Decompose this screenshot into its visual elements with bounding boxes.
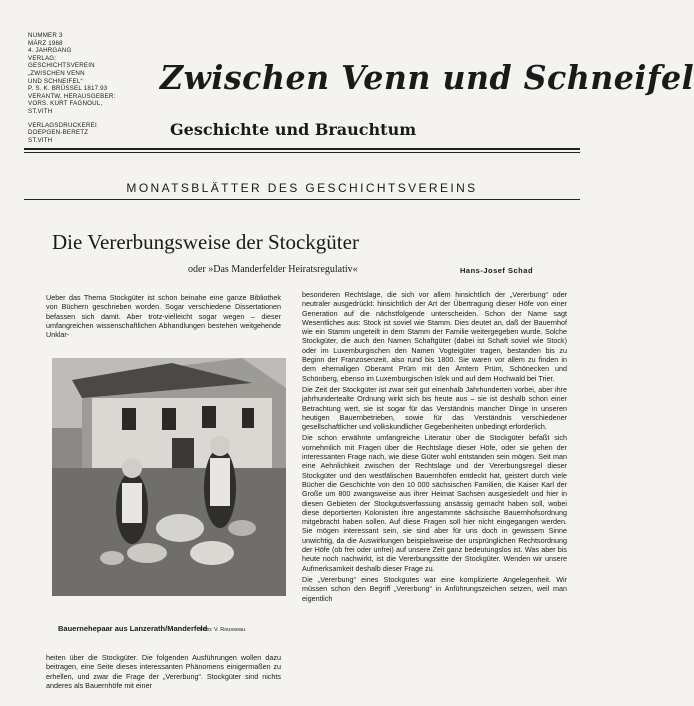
photo-credit: Foto: V. Rousseau (200, 627, 246, 633)
issue-line: UND SCHNEIFEL“ (28, 77, 83, 85)
issue-line: VERANTW. HERAUSGEBER: (28, 92, 116, 100)
masthead-title: Zwischen Venn und Schneifel (160, 58, 694, 97)
article-author: Hans-Josef Schad (460, 266, 534, 275)
printer-line: VERLAGSDRUCKEREI (28, 121, 97, 129)
issue-line: MÄRZ 1968 (28, 39, 63, 47)
masthead-tagline: MONATSBLÄTTER DES GESCHICHTSVEREINS (126, 181, 478, 195)
divider (24, 199, 580, 200)
printer-line: DOEPGEN-BERETZ (28, 129, 89, 137)
article-column-right (302, 290, 567, 605)
divider (24, 152, 580, 153)
issue-line: P. S. K. BRÜSSEL 1817.93 (28, 85, 108, 93)
printer-line: ST.VITH (28, 136, 53, 144)
issue-line: 4. JAHRGANG (28, 47, 72, 55)
issue-info (28, 32, 148, 144)
article-subhead: oder »Das Manderfelder Heiratsregulativ« (188, 264, 358, 275)
photo (52, 358, 286, 596)
article-column-left-bottom (46, 653, 281, 692)
paragraph: Die schon erwähnte umfangreiche Literatur über die Stockgüter befaßt sich vornehmlich mit Fragen über die Rechtslage dieser Höfe, oder sie gehen der interessanten Frage nach, wie diese Güter wohl entstanden sein mögen. Seit man eine Aehnlichkeit zwischen der Rechtslage und der Vererbungsregel dieser Stockgüter und den westfälischen Bauernhöfen entdeckt hat, geistert durch viele Bücher die Geschichte von den 10 000 sächsischen Familien, die Kaiser Karl der Große um 800 zwangsweise aus ihrer Heimat Sachsen ausgesiedelt und hier in diesen Gebieten der Stockgutsverfassung ansässig gemacht haben soll, wobei diese deportierten Kolonisten ihre angestammte sächsische Bauernhofsordnung mitgebracht haben sollen. Auf diese Fragen soll hier nicht eingegangen werden. Sie mögen interessant sein, sie sind aber für uns doch in gewissem Sinne unwichtig, da die Auswirkungen beispielsweise der ursprünglichen Rechtsordnung der Höfe (ob frei oder unfrei) auf unsere Zeit ganz bedeutungslos ist. Was aber bis heute noch nachwirkt, ist die Vererbungssitte der Stockgüter. Wenden wir unsere Aufmerksamkeit deshalb dieser Frage zu. (302, 433, 567, 573)
issue-line: VERLAG: (28, 54, 57, 62)
article-column-left-top (46, 293, 281, 341)
divider (24, 148, 580, 150)
paragraph: Ueber das Thema Stockgüter ist schon beinahe eine ganze Bibliothek von Büchern geschrieben worden. Sogar verschiedene Dissertationen befassen sich damit. Aber trotz-vielleicht sogar wegen – dieser umfangreichen wissenschaftlichen Abhandlungen bestehen weitgehende Unklar- (46, 293, 281, 340)
article-headline: Die Vererbungsweise der Stockgüter (52, 230, 359, 254)
paragraph: heiten über die Stockgüter. Die folgenden Ausführungen wollen dazu beitragen, eine Seite dieses interessanten Phänomens einigermaßen zu erhellen, und zwar die Frage der „Vererbung“. Stockgüter sind nichts anderes als Bauernhöfe mit einer (46, 653, 281, 690)
issue-line: „ZWISCHEN VENN (28, 69, 85, 77)
issue-line: VORS. KURT FAGNOUL, (28, 100, 103, 108)
paragraph: besonderen Rechtslage, die sich vor allem hinsichtlich der „Vererbung“ oder neutraler ausgedrückt: hinsichtlich der Art der Übertragung dieser Höfe von einer Generation auf die nächstfolgende unterscheiden. Schon der Name sagt Wesentliches aus: Stock ist soviel wie Stamm. Dies deutet an, daß der Bauernhof wie ein Stamm ungeteilt in dem Stamm der Familie weitergegeben wurde. Solche Stockgüter, die auch den Namen Schaftgüter (dabei ist Schaft soviel wie Stock) oder im Luxemburgischen den Namen Vogteigüter tragen, bestanden bis zu Beginn der Franzosenzeit, also rund bis 1800. Sie waren vor allem zu finden in dem ehemaligen Oberamt Prüm mit den Ämtern Prüm, Schönecken und Schönberg, ebenso im Luxemburgischen Islek und auf dem Hochwald bei Trier. (302, 290, 567, 383)
photo-caption: Bauernehepaar aus Lanzerath/Manderfeld (58, 624, 208, 633)
issue-line: GESCHICHTSVEREIN (28, 62, 95, 70)
paragraph: Die Zeit der Stockgüter ist zwar seit gut einenhalb Jahrhunderten vorbei, aber ihre jahrhundertealte Ordnung wirkt sich bis heute aus – sie ist deshalb schon einer Betrachtung wert, sie ist sogar für das Verständnis mancher Dinge in unseren heutigen Bauernbetrieben, sowie für das Verständnis verschiedener gesellschaftlicher und volkskundlicher Gegebenheiten unbedingt erforderlich. (302, 384, 567, 432)
issue-line: NUMMER 3 (28, 32, 63, 39)
issue-line: ST.VITH (28, 107, 53, 115)
masthead-subtitle: Geschichte und Brauchtum (170, 120, 417, 139)
farm-couple-photo (52, 358, 286, 596)
paragraph: Die „Vererbung“ eines Stockgutes war eine komplizierte Angelegenheit. Wir müssen schon den Begriff „Vererbung“ in Anführungszeichen setzen, weil man eigentlich (302, 574, 567, 603)
